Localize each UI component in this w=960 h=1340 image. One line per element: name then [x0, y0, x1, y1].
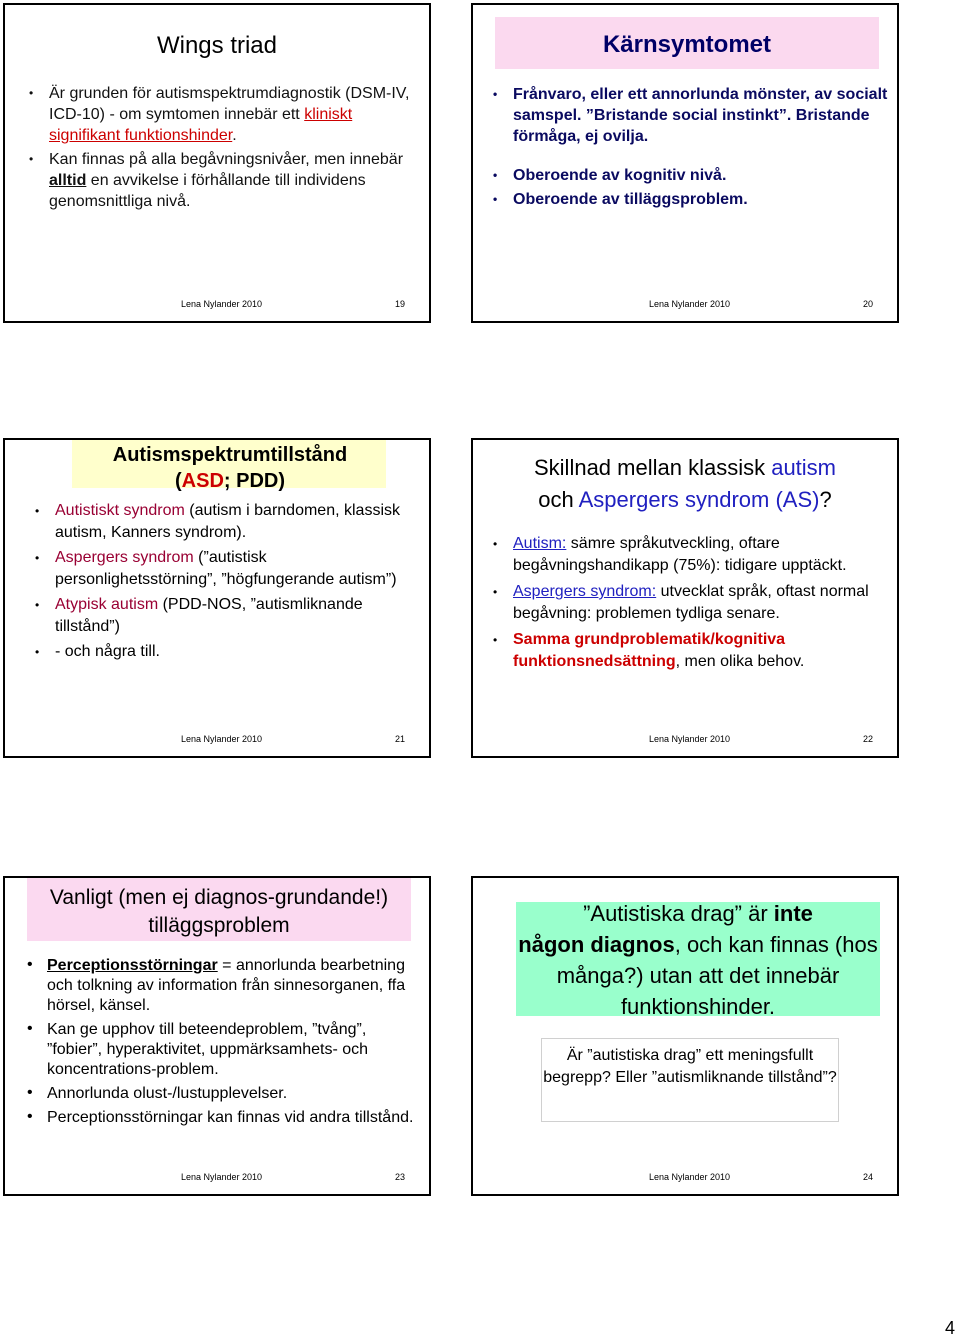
bullet-text: (autism i barndomen, klassisk autism, Kanners syndrom). [55, 502, 400, 541]
bullet-icon: • [493, 192, 498, 206]
bullet-icon: • [35, 504, 40, 518]
bullet-icon: • [493, 633, 498, 647]
bullet-text: Perceptionsstörningar kan finnas vid andra tillstånd. [47, 1109, 414, 1126]
footer-author: Lena Nylander 2010 [181, 1172, 263, 1182]
list-item [493, 189, 889, 210]
slide-number: 22 [863, 734, 874, 744]
term-text: Aspergers syndrom [55, 549, 194, 566]
title-line [45, 468, 415, 494]
slide-22 [471, 438, 899, 758]
bullet-list [27, 956, 423, 1132]
statement-emphasis: inte [773, 901, 813, 926]
statement-part: , och kan finnas (hos många?) utan att det innebär funktionshinder. [556, 932, 878, 1019]
bullet-icon: • [29, 152, 34, 166]
bullet-text: Annorlunda olust-/lustupplevelser. [47, 1085, 288, 1102]
slide-title [45, 442, 415, 494]
bullet-text: en avvikelse i förhållande till individens genomsnittliga nivå. [49, 172, 366, 210]
list-item [493, 581, 889, 625]
bullet-icon: • [493, 87, 498, 101]
title-part: ? [819, 487, 832, 512]
bullet-text: , men olika behov. [675, 653, 805, 670]
bullet-icon: • [35, 645, 40, 659]
list-item [35, 500, 420, 544]
list-item [27, 1020, 423, 1080]
bullet-icon: • [27, 1108, 33, 1125]
slide-number: 24 [863, 1172, 874, 1182]
term-text: Aspergers syndrom: [513, 583, 657, 600]
slide-24 [471, 876, 899, 1196]
bullet-text: sämre språkutveckling, oftare begåvningshandikapp (75%): tidigare upptäckt. [513, 535, 847, 574]
bullet-text: Oberoende av kognitiv nivå. [513, 167, 727, 184]
bullet-icon: • [35, 598, 40, 612]
emphasis-text: Samma grundproblematik/kognitiva funktionsnedsättning [513, 631, 786, 670]
question-box: Är ”autistiska drag” ett meningsfullt begrepp? Eller ”autismliknande tillstånd”? [541, 1038, 839, 1122]
bullet-list [493, 533, 889, 677]
term-text: Perceptionsstörningar [47, 957, 218, 974]
list-item [35, 641, 420, 663]
bullet-text: Kan finnas på alla begåvningsnivåer, men innebär [49, 151, 404, 168]
term-text: Atypisk autism [55, 596, 159, 613]
slide-title: Wings triad [156, 32, 278, 59]
bullet-text: (”autistisk personlighetsstörning”, ”högfungerande autism”) [55, 549, 397, 588]
list-item [35, 594, 420, 638]
bullet-icon: • [493, 585, 498, 599]
title-acronym: ASD [181, 470, 224, 492]
slide-number: 20 [863, 299, 874, 309]
title-line: Autismspektrumtillstånd [112, 444, 348, 466]
footer-author: Lena Nylander 2010 [649, 1172, 731, 1182]
bullet-text: utvecklat språk, oftast normal begåvning: problemen tydliga senare. [513, 583, 869, 622]
bullet-text: Oberoende av tilläggsproblem. [513, 191, 748, 208]
bullet-text: Är grunden för autismspektrumdiagnostik (DSM-IV, ICD-10) - om symtomen innebär ett [49, 85, 410, 123]
slide-number: 19 [395, 299, 406, 309]
slide-20 [471, 3, 899, 323]
list-item [27, 1108, 423, 1128]
footer-author: Lena Nylander 2010 [649, 299, 731, 309]
bullet-icon: • [493, 168, 498, 182]
statement-emphasis: någon diagnos [518, 932, 675, 957]
title-part: och [538, 487, 579, 512]
list-item [493, 165, 889, 186]
statement-text [516, 898, 880, 1022]
bullet-list [29, 83, 419, 215]
list-item [27, 956, 423, 1016]
footer-author: Lena Nylander 2010 [181, 734, 263, 744]
bullet-icon: • [27, 956, 33, 973]
bullet-icon: • [35, 551, 40, 565]
list-item [493, 629, 889, 673]
title-term: Aspergers syndrom (AS) [578, 487, 820, 512]
bullet-icon: • [493, 537, 498, 551]
title-part: Skillnad mellan klassisk [534, 455, 772, 480]
slide-number: 23 [395, 1172, 406, 1182]
title-part: ( [174, 470, 182, 492]
bullet-text: - och några till. [55, 643, 160, 660]
term-text: Autistiskt syndrom [55, 502, 185, 519]
title-term: autism [771, 455, 836, 480]
list-item [29, 83, 419, 146]
emphasis-text: alltid [49, 172, 87, 189]
list-item [27, 1084, 423, 1104]
list-item [493, 84, 889, 147]
slide-title: Vanligt (men ej diagnos-grundande!) tilläggsproblem [49, 886, 389, 937]
bullet-icon: • [29, 86, 34, 100]
footer-author: Lena Nylander 2010 [649, 734, 731, 744]
slide-title [473, 452, 897, 516]
list-item [493, 533, 889, 577]
list-item [35, 547, 420, 591]
list-item [29, 149, 419, 212]
footer-author: Lena Nylander 2010 [181, 299, 263, 309]
bullet-list [493, 84, 889, 210]
slide-21 [3, 438, 431, 758]
bullet-icon: • [27, 1084, 33, 1101]
bullet-text: (PDD-NOS, ”autismliknande tillstånd”) [55, 596, 363, 635]
bullet-text: . [232, 127, 237, 144]
slide-number: 21 [395, 734, 406, 744]
page-number: 4 [945, 1318, 956, 1338]
slide-title: Kärnsymtomet [602, 31, 772, 58]
bullet-icon: • [27, 1020, 33, 1037]
bullet-text: Frånvaro, eller ett annorlunda mönster, av socialt samspel. ”Bristande social instinkt”. Bristande förmåga, ej ovilja. [513, 86, 888, 145]
slide-19 [3, 3, 431, 323]
statement-part: ”Autistiska drag” är [583, 901, 774, 926]
bullet-text: Kan ge upphov till beteendeproblem, ”tvång”, ”fobier”, hyperaktivitet, uppmärksamhets- och koncentrations-problem. [47, 1021, 369, 1078]
title-part: ; PDD) [223, 470, 285, 492]
bullet-text: = annorlunda bearbetning och tolkning av information från sinnesorganen, ffa hörsel, känsel. [47, 957, 406, 1014]
emphasis-text: kliniskt signifikant funktionshinder [49, 106, 353, 144]
bullet-list [35, 500, 420, 666]
term-text: Autism: [513, 535, 567, 552]
slide-23 [3, 876, 431, 1196]
